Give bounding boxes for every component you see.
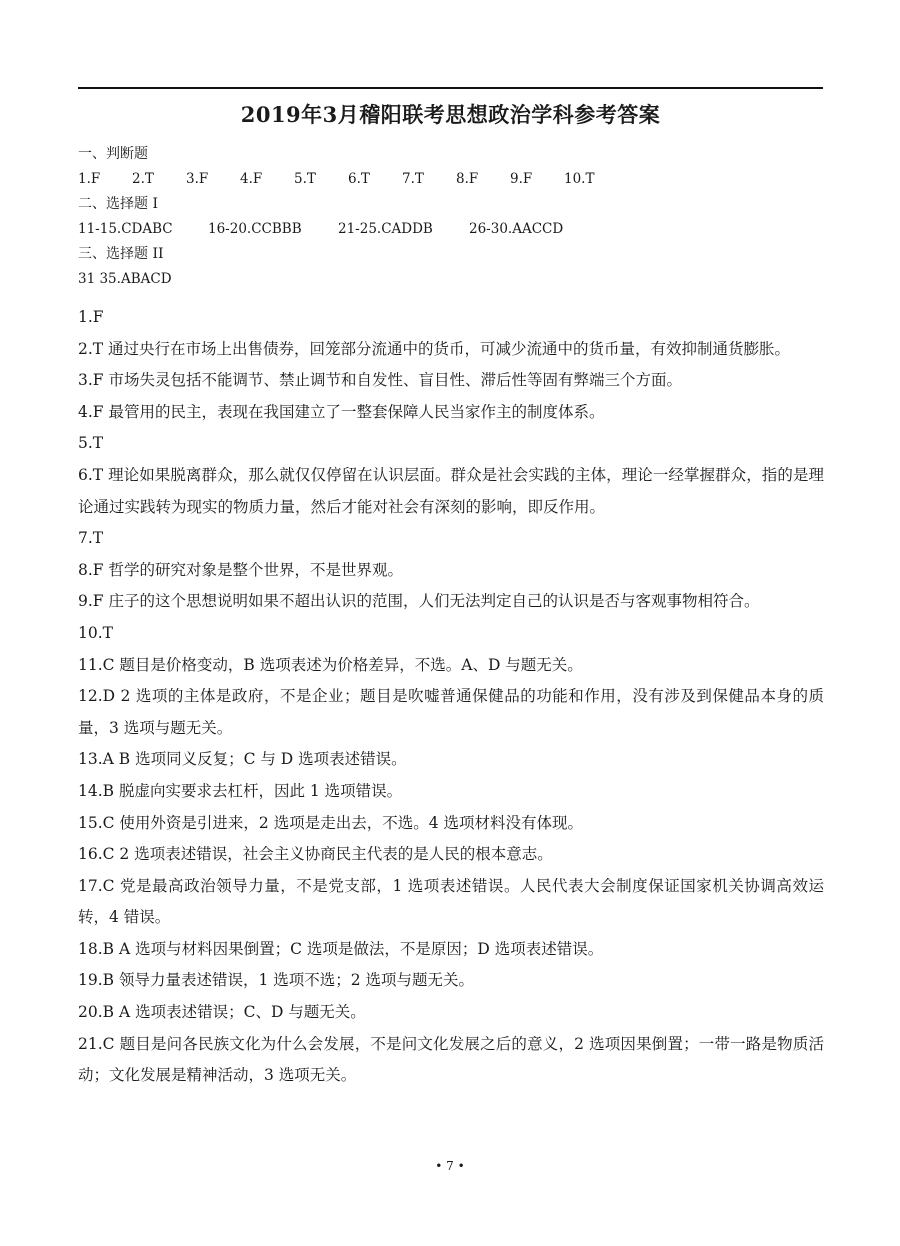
section-heading-judgment: 一、判断题: [78, 146, 148, 162]
answer-key-item: 9.F: [510, 171, 533, 187]
header-rule: [78, 87, 823, 89]
answer-key-item: 2.T: [132, 171, 154, 187]
answer-key-item: 26-30.AACCD: [469, 221, 564, 237]
explanation-item: 16.C 2 选项表述错误，社会主义协商民主代表的是人民的根本意志。: [78, 845, 553, 864]
explanation-item: 15.C 使用外资是引进来，2 选项是走出去，不选。4 选项材料没有体现。: [78, 813, 584, 832]
answer-key-item: 16-20.CCBBB: [208, 221, 302, 237]
explanation-item: 3.F 市场失灵包括不能调节、禁止调节和自发性、盲目性、滞后性等固有弊端三个方面。: [78, 371, 682, 390]
explanation-item: 20.B A 选项表述错误；C、D 与题无关。: [78, 1003, 366, 1022]
answer-key-item: 6.T: [348, 171, 370, 187]
answer-key-item: 21-25.CADDB: [338, 221, 433, 237]
explanation-item: 1.F: [78, 308, 104, 326]
answer-key-item: 10.T: [564, 171, 595, 187]
section-heading-choice-2: 三、选择题 II: [78, 246, 164, 262]
answer-key-item: 5.T: [294, 171, 316, 187]
explanation-item: 5.T: [78, 434, 104, 453]
answer-key-item: 8.F: [456, 171, 479, 187]
explanation-item: 7.T: [78, 529, 104, 548]
page-title: 2019年3月稽阳联考思想政治学科参考答案: [240, 102, 661, 127]
answer-key-choice-2: [78, 269, 172, 289]
explanation-item: 19.B 领导力量表述错误，1 选项不选；2 选项与题无关。: [78, 971, 475, 990]
explanation-item: 2.T 通过央行在市场上出售债券，回笼部分流通中的货币，可减少流通中的货币量，有效抑制通货膨胀。: [78, 339, 791, 358]
answer-key-judgment: [78, 169, 594, 189]
answer-key-item: 11-15.CDABC: [78, 221, 173, 237]
explanation-item: 8.F 哲学的研究对象是整个世界，不是世界观。: [78, 560, 403, 579]
answer-key-item: 31 35.ABACD: [78, 271, 172, 287]
explanation-item: 9.F 庄子的这个思想说明如果不超出认识的范围，人们无法判定自己的认识是否与客观事物相符合。: [78, 592, 760, 611]
explanation-item: 11.C 题目是价格变动，B 选项表述为价格差异，不选。A、D 与题无关。: [78, 655, 583, 674]
explanation-item: 6.T 理论如果脱离群众，那么就仅仅停留在认识层面。群众是社会实践的主体，理论一经掌握群众，指的是理论通过实践转为现实的物质力量，然后才能对社会有深刻的影响，即反作用。: [78, 465, 824, 516]
explanation-item: 14.B 脱虚向实要求去杠杆，因此 1 选项错误。: [78, 781, 403, 800]
section-heading-choice-1: 二、选择题 I: [78, 196, 158, 212]
answer-key-item: 3.F: [186, 171, 209, 187]
explanation-item: 18.B A 选项与材料因果倒置；C 选项是做法，不是原因；D 选项表述错误。: [78, 939, 604, 958]
answer-key-item: 7.T: [402, 171, 424, 187]
explanation-item: 12.D 2 选项的主体是政府，不是企业；题目是吹嘘普通保健品的功能和作用，没有涉及到保健品本身的质量，3 选项与题无关。: [78, 687, 824, 737]
explanation-item: 21.C 题目是问各民族文化为什么会发展，不是问文化发展之后的意义，2 选项因果倒置；一带一路是物质活动；文化发展是精神活动，3 选项无关。: [78, 1034, 824, 1085]
explanation-item: 10.T: [78, 623, 113, 642]
explanation-item: 4.F 最管用的民主，表现在我国建立了一整套保障人民当家作主的制度体系。: [78, 402, 605, 421]
explanation-item: 13.A B 选项同义反复；C 与 D 选项表述错误。: [78, 750, 407, 769]
explanation-list: [78, 302, 824, 1092]
answer-key-choice-1: [78, 219, 563, 239]
answer-key-item: 4.F: [240, 171, 263, 187]
answer-key-item: 1.F: [78, 171, 101, 187]
explanation-item: 17.C 党是最高政治领导力量，不是党支部，1 选项表述错误。人民代表大会制度保证国家机关协调高效运转，4 错误。: [78, 876, 824, 927]
page-number: • 7 •: [435, 1159, 465, 1173]
